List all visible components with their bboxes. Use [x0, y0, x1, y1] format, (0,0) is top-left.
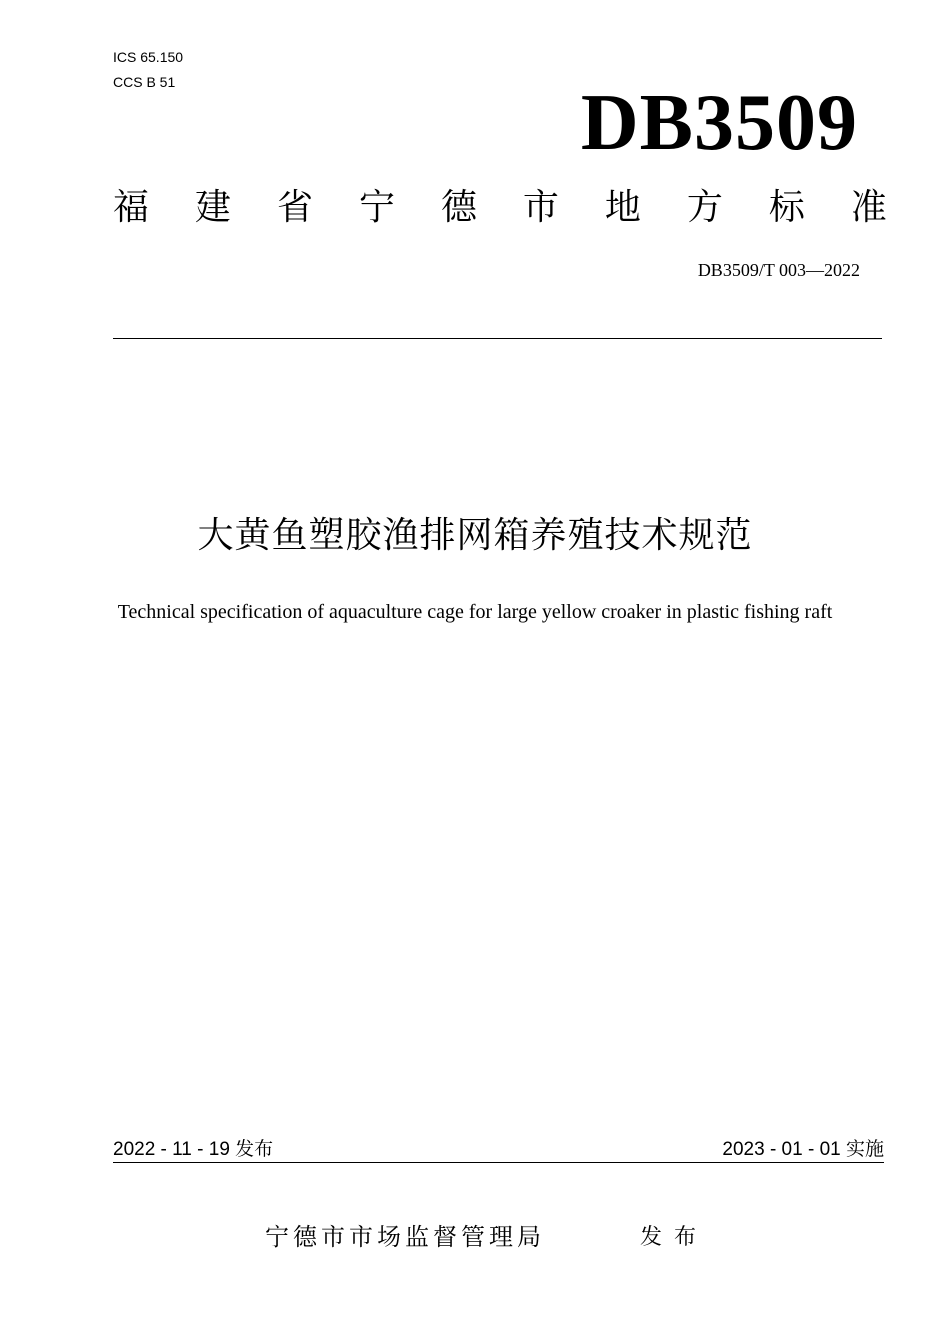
- standard-type-char: 宁: [358, 186, 395, 227]
- standard-type-char: 省: [276, 186, 313, 227]
- issue-label: 发布: [640, 1224, 709, 1249]
- standard-type-char: 准: [850, 186, 887, 227]
- header-divider: [113, 338, 882, 339]
- implementation-date: 2023 - 01 - 01 实施: [722, 1139, 884, 1160]
- document-title-en: Technical specification of aquaculture cage for large yellow croaker in plastic fishing raft: [117, 601, 833, 623]
- standard-type-char: 地: [604, 186, 641, 227]
- standard-type-char: 市: [522, 186, 559, 227]
- ccs-code: CCS B 51: [113, 74, 176, 90]
- standard-logo: DB3509: [580, 79, 858, 167]
- issuing-authority: 宁德市市场监督管理局: [265, 1224, 545, 1251]
- ics-code: ICS 65.150: [113, 49, 184, 65]
- standard-type-char: 标: [768, 186, 805, 227]
- standard-code: DB3509/T 003—2022: [697, 260, 860, 280]
- standard-type-char: 方: [686, 186, 723, 227]
- standard-type-char: 德: [440, 186, 477, 227]
- standard-type-heading: [113, 185, 887, 229]
- standard-type-char: 建: [194, 186, 231, 227]
- document-title-zh: 大黄鱼塑胶渔排网箱养殖技术规范: [197, 514, 753, 555]
- footer-divider: [113, 1162, 884, 1163]
- standard-type-char: 福: [113, 186, 150, 227]
- publish-date: 2022 - 11 - 19 发布: [113, 1139, 274, 1160]
